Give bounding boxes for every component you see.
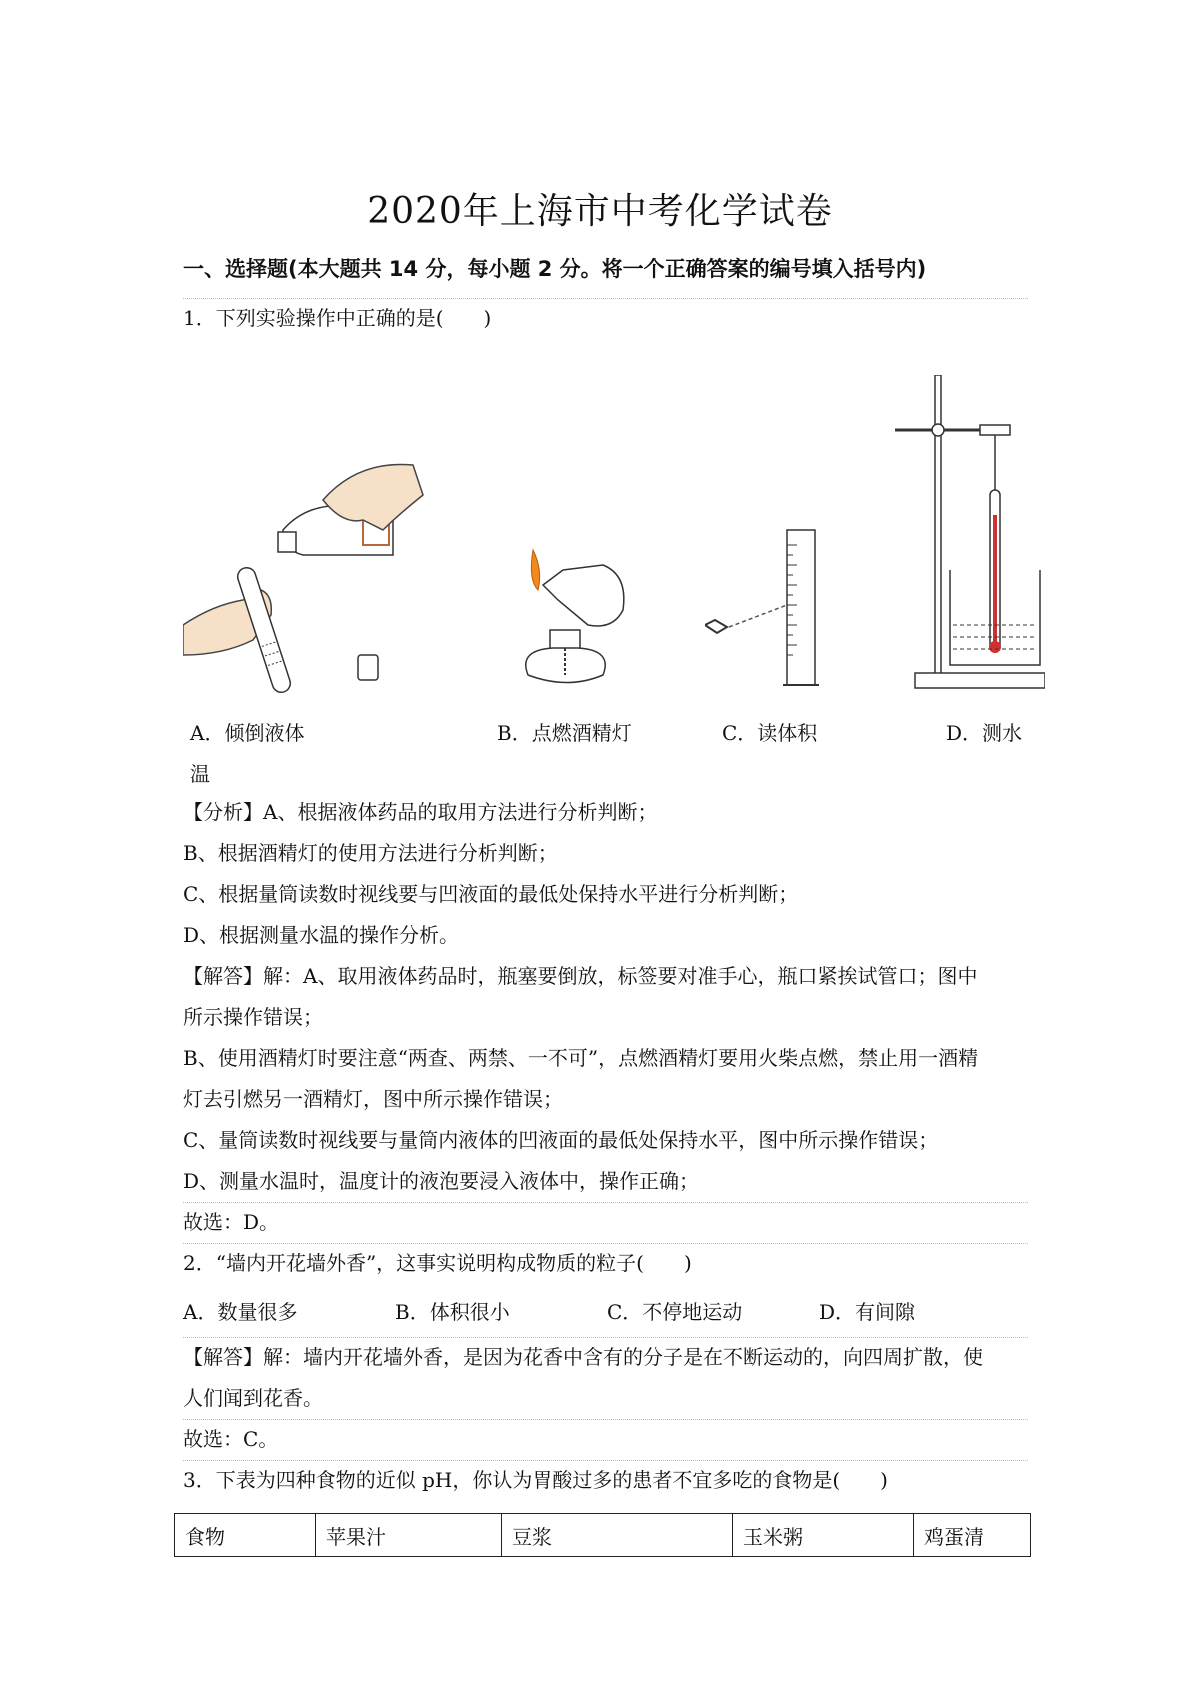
table-cell: 食物 (175, 1514, 316, 1557)
q1-analysis-line: D、根据测量水温的操作分析。 (183, 923, 460, 947)
q2-option-b: B．体积很小 (395, 1300, 510, 1324)
q1-answer-line: 【解答】解：A、取用液体药品时，瓶塞要倒放，标签要对准手心，瓶口紧挨试管口；图中 (183, 964, 978, 988)
q1-option-d: D．测水 (946, 721, 1023, 745)
q2-answer-line: 【解答】解：墙内开花墙外香，是因为花香中含有的分子是在不断运动的，向四周扩散，使 (183, 1345, 983, 1369)
q1-option-a: A．倾倒液体 (190, 721, 305, 745)
question-2-stem: 2．“墙内开花墙外香”，这事实说明构成物质的粒子( ) (183, 1251, 692, 1275)
q1-answer-line: 所示操作错误； (183, 1005, 323, 1029)
q1-option-c: C．读体积 (722, 721, 818, 745)
table-row (175, 1514, 1031, 1557)
thermometer-beaker-figure (895, 375, 1045, 700)
q1-option-d-wrap: 温 (190, 762, 210, 786)
q1-answer-line: 灯去引燃另一酒精灯，图中所示操作错误； (183, 1087, 563, 1111)
table-cell: 豆浆 (502, 1514, 733, 1557)
pouring-liquid-figure (183, 455, 428, 695)
alcohol-lamp-figure (508, 540, 648, 700)
q1-choice: 故选：D。 (183, 1210, 280, 1234)
q2-choice: 故选：C。 (183, 1427, 279, 1451)
section-heading: 一、选择题(本大题共 14 分，每小题 2 分。将一个正确答案的编号填入括号内) (183, 257, 927, 281)
question-3-stem: 3．下表为四种食物的近似 pH，你认为胃酸过多的患者不宜多吃的食物是( ) (183, 1468, 888, 1492)
graduated-cylinder-figure (705, 525, 825, 695)
ph-table (174, 1513, 1031, 1557)
q1-analysis-line: C、根据量筒读数时视线要与凹液面的最低处保持水平进行分析判断； (183, 882, 799, 906)
divider (183, 1243, 1028, 1244)
q2-answer-line: 人们闻到花香。 (183, 1386, 323, 1410)
q1-answer-line: C、量筒读数时视线要与量筒内液体的凹液面的最低处保持水平，图中所示操作错误； (183, 1128, 939, 1152)
table-cell: 玉米粥 (733, 1514, 914, 1557)
q2-option-c: C．不停地运动 (607, 1300, 743, 1324)
q1-answer-line: D、测量水温时，温度计的液泡要浸入液体中，操作正确； (183, 1169, 700, 1193)
table-cell: 鸡蛋清 (914, 1514, 1031, 1557)
question-1-stem: 1．下列实验操作中正确的是( ) (183, 306, 492, 330)
q2-option-a: A．数量很多 (183, 1300, 298, 1324)
table-cell: 苹果汁 (316, 1514, 502, 1557)
q1-analysis-line: 【分析】A、根据液体药品的取用方法进行分析判断； (183, 800, 658, 824)
q1-analysis-line: B、根据酒精灯的使用方法进行分析判断； (183, 841, 558, 865)
divider (183, 1460, 1028, 1461)
divider (183, 1419, 1028, 1420)
page-title: 2020年上海市中考化学试卷 (367, 191, 833, 232)
divider (183, 1202, 1028, 1203)
q1-answer-line: B、使用酒精灯时要注意“两查、两禁、一不可”，点燃酒精灯要用火柴点燃，禁止用一酒精 (183, 1046, 979, 1070)
q2-option-d: D．有间隙 (819, 1300, 916, 1324)
divider (183, 1337, 1028, 1338)
q1-option-b: B．点燃酒精灯 (497, 721, 632, 745)
divider (183, 298, 1028, 299)
